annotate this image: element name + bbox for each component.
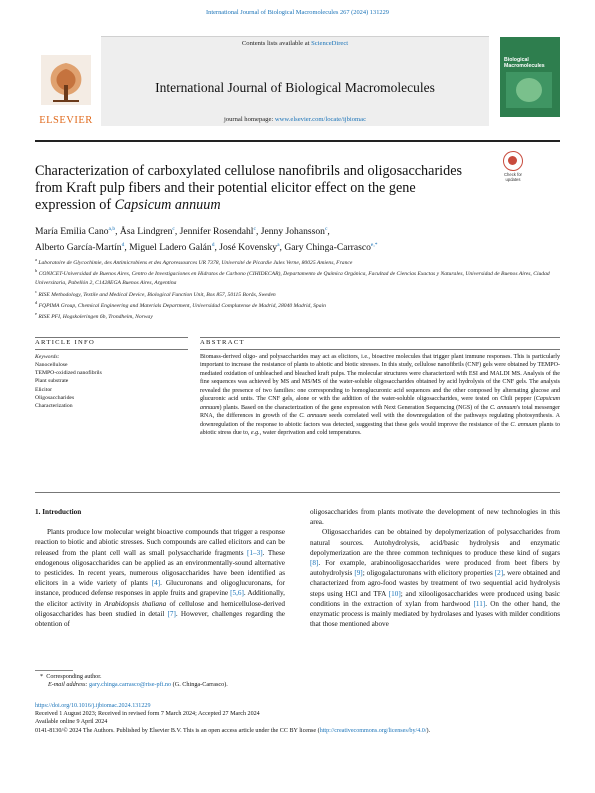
author-separator: , xyxy=(279,242,285,253)
affiliation-letter: d xyxy=(35,299,38,305)
author-separator: , xyxy=(115,226,120,237)
received-dates: Received 1 August 2023; Received in revised form 7 March 2024; Accepted 27 March 2024 xyxy=(35,711,260,718)
article-title xyxy=(35,163,465,215)
citation-link[interactable]: [2] xyxy=(494,569,504,578)
author-name[interactable]: Jennifer Rosendahl xyxy=(179,226,254,237)
author-name[interactable]: José Kovensky xyxy=(219,242,278,253)
check-updates-label: Check for updates xyxy=(504,172,522,182)
article-info-rule xyxy=(35,337,188,338)
footnote xyxy=(40,673,228,690)
author-list xyxy=(35,224,555,256)
author-name[interactable]: Miguel Ladero Galán xyxy=(129,242,212,253)
journal-citation-link[interactable]: International Journal of Biological Macromolecules 267 (2024) 131229 xyxy=(206,9,389,16)
author-affiliation-marker[interactable]: c xyxy=(253,225,256,232)
contents-prefix: Contents lists available at xyxy=(241,40,312,47)
affiliation-item xyxy=(35,299,560,310)
doi-link[interactable]: https://doi.org/10.1016/j.ijbiomac.2024.131229 xyxy=(35,703,151,709)
citation-link[interactable]: [11] xyxy=(473,599,486,608)
affiliations xyxy=(35,256,560,322)
elsevier-tree-icon xyxy=(41,55,91,105)
intro-paragraph-1: Plants produce low molecular weight bioactive compounds that trigger a response reaction to biotic and abiotic stresses. Such compounds are called elicitors and can be released from the plant cell wall as small polysaccharide fragments [1–3]. These endogenous oligosaccharides can be applied as an environmentally-sound alternative to pesticides. In recent years, numerous oligosaccharides have been identified as elicitors in a wide variety of plants [4]. Glucuronans and oligoglucuronans, for instance, produced defense responses in apple fruits and grapevine [5,6]. Additionally, the elicitor activity in Arabidopsis thaliana of cellulose and hemicellulose-derived oligosaccharides has been studied in detail [7]. However, challenges regarding the obtention of xyxy=(35,528,285,629)
affiliation-letter: b xyxy=(35,268,38,274)
affiliation-letter: e xyxy=(35,311,37,317)
journal-name: International Journal of Biological Macromolecules xyxy=(155,80,435,95)
introduction-heading: 1. Introduction xyxy=(35,508,82,516)
affiliation-text: FQPIMA Group, Chemical Engineering and Materials Department, Universidad Complutense de Madrid, 28040 Madrid, Spain xyxy=(38,302,326,309)
keywords-label: Keywords: xyxy=(35,354,60,360)
elsevier-logo[interactable] xyxy=(35,33,97,130)
abstract-rule xyxy=(200,337,560,338)
affiliation-item xyxy=(35,310,560,321)
abstract-text: Biomass-derived oligo- and polysaccharides may act as elicitors, i.e., bioactive molecules that trigger plant immune responses. This is particularly important to increase the resistance of plants to abiotic and biotic stresses. In this study, cellulose nanofibrils (CNF) gels were obtained by TEMPO-mediated oxidation of unbleached and bleached kraft pulps. The molecular structures were characterized with ESI and MALDI MS. Analysis of the fine sequences was achieved by MS and MS/MS of the water-soluble oligosaccharides obtained by acid hydrolysis of the CNF gels. The analysis revealed the presence of two families: one corresponding to homoglucuronic acid sequences and the other composed by alternating glucose and glucuronic acid units. The CNF gels, alone or with the addition of the water-soluble oligosaccharides, were tested on Chili pepper (Capsicum annuum) plants. Based on the characterization of the gene expression with Next Generation Sequencing (NGS) of the C. annuum's total messenger RNA, the differences in growth of the C. annuum seeds correlated well with the downregulation of the pathways regulating photosynthesis. A downregulation of the response to abiotic factors was detected, suggesting that these gels would improve the resistance of the C. annuum plants to abiotic stress due to, e.g., water deprivation and cold temperatures. xyxy=(200,354,561,437)
corresponding-author-note: * Corresponding author. xyxy=(40,673,102,680)
article-title-species: Capsicum annuum xyxy=(114,197,221,214)
journal-homepage-link[interactable]: www.elsevier.com/locate/ijbiomac xyxy=(274,116,367,123)
author-affiliation-marker[interactable]: d xyxy=(211,241,215,248)
author-separator: , xyxy=(327,226,330,237)
author-name[interactable]: Åsa Lindgren xyxy=(119,226,173,237)
author-affiliation-marker[interactable]: e,* xyxy=(370,241,378,248)
footnote-rule xyxy=(35,670,73,671)
author-email-link[interactable]: gary.chinga.carrasco@rise-pfi.no xyxy=(89,681,172,689)
author-name[interactable]: Alberto García-Martín xyxy=(35,242,122,253)
abstract-heading: ABSTRACT xyxy=(200,339,245,346)
check-updates-icon xyxy=(503,151,523,171)
contents-line xyxy=(101,40,489,47)
abstract-bottom-rule xyxy=(35,492,560,493)
citation-link[interactable]: [4] xyxy=(151,579,161,588)
affiliation-text: RISE Methodology, Textile and Medical Device, Biological Function Unit, Box 857, 50115 Borås, Sweden xyxy=(38,291,276,298)
journal-banner xyxy=(101,36,489,126)
author-name[interactable]: María Emilia Cano xyxy=(35,226,109,237)
affiliation-text: CONICET-Universidad de Buenos Aires, Centro de Investigaciones en Hidratos de Carbono (CIHIDECAR), Departamento de Química Orgánica, Facultad de Ciencias Exactas y Naturales, Universidad de Buenos Aires, Ciudad Universitaria, Pabellón 2, C1428EGA Buenos Aires, Argentina xyxy=(35,271,550,286)
affiliation-item xyxy=(35,288,560,299)
license-link[interactable]: http://creativecommons.org/licenses/by/4.0/ xyxy=(319,727,427,734)
cover-title: Biological Macromolecules xyxy=(504,57,545,69)
homepage-line xyxy=(101,116,489,123)
article-history xyxy=(35,702,560,735)
author-affiliation-marker[interactable]: a xyxy=(277,241,280,248)
elsevier-wordmark: ELSEVIER xyxy=(39,115,93,126)
intro-paragraph-2: Oligosaccharides can be obtained by depolymerization of polysaccharides from natural sources. Autohydrolysis, acid/basic hydrolysis and enzymatic depolymerization are the three common techniques to produce these kind of sugars [8]. For example, arabinooligosaccharides were produced from beet fibers by autohydrolysis [9]; oligogalacturonans with elicitory properties [2], were obtained and characterized from agro-food wastes by treatment of two sequential acid hydrolysis steps using HCl and TFA [10]; and xilooligosaccharides were produced using basic conditions in the extraction of xylan from hardwood [11]. On the other hand, the enzymatic process is mainly mediated by hydrolases and lyases with milder conditions that those mentioned above xyxy=(310,528,561,629)
citation-link[interactable]: [7] xyxy=(167,609,176,618)
citation-link[interactable]: [9] xyxy=(354,569,363,578)
article-title-text: Characterization of carboxylated cellulose nanofibrils and oligosaccharides from Kraft pulp fibers and their potential elicitor effect on the gene expression of xyxy=(35,163,463,214)
affiliation-letter: a xyxy=(35,257,37,262)
intro-paragraph-1-continued: oligosaccharides from plants motivate the development of new technologies in this area. xyxy=(310,508,560,527)
citation-link[interactable]: [8] xyxy=(310,559,319,568)
keyword-item: Plant substrate xyxy=(35,378,69,385)
author-affiliation-marker[interactable]: c xyxy=(172,225,175,232)
author-affiliation-marker[interactable]: a,b xyxy=(108,225,116,232)
author-separator: , xyxy=(255,226,261,237)
check-for-updates-button[interactable] xyxy=(498,151,528,185)
article-info-rule-bottom xyxy=(35,349,188,350)
affiliation-letter: c xyxy=(35,288,37,294)
citation-link[interactable]: [5,6] xyxy=(230,589,244,598)
keyword-item: Nanocellulose xyxy=(35,362,68,368)
author-separator: , xyxy=(214,242,220,253)
email-line: E-mail address: gary.chinga.carrasco@rise-pfi.no (G. Chinga-Carrasco). xyxy=(48,681,228,689)
affiliation-text: Laboratoire de Glycochimie, des Antimicrobiens et des Agroressources UR 7378, Université de Picardie Jules Verne, 80025 Amiens, France xyxy=(38,259,353,266)
available-online: Available online 9 April 2024 xyxy=(35,719,108,726)
author-separator: , xyxy=(174,226,180,237)
keyword-item: Oligosaccharides xyxy=(35,394,75,401)
article-info-heading: ARTICLE INFO xyxy=(35,339,96,346)
keyword-item: TEMPO-oxidized nanofibrils xyxy=(35,370,102,377)
affiliation-item xyxy=(35,256,560,267)
author-name[interactable]: Jenny Johansson xyxy=(260,226,325,237)
license-line: 0141-8130/© 2024 The Authors. Published by Elsevier B.V. This is an open access article under the CC BY license (http://creativecommons.org/licenses/by/4.0/). xyxy=(35,727,431,734)
body-column-left xyxy=(35,507,285,629)
keywords-list xyxy=(35,361,102,410)
sciencedirect-link[interactable]: ScienceDirect xyxy=(311,40,349,47)
affiliation-item xyxy=(35,267,560,287)
homepage-prefix: journal homepage: xyxy=(223,116,275,123)
cover-image xyxy=(506,72,552,108)
abstract-rule-bottom xyxy=(200,349,560,350)
keyword-item: Elicitor xyxy=(35,386,53,393)
author-separator: , xyxy=(124,242,130,253)
keyword-item: Characterization xyxy=(35,403,73,410)
author-affiliation-marker[interactable]: c xyxy=(324,225,328,232)
masthead-divider xyxy=(35,140,560,142)
masthead xyxy=(35,33,560,130)
citation-link[interactable]: [10] xyxy=(388,589,401,598)
author-name[interactable]: Gary Chinga-Carrasco xyxy=(284,242,371,253)
author-affiliation-marker[interactable]: d xyxy=(121,241,125,248)
affiliation-text: RISE PFI, Hogskoleringen 6b, Trondheim, Norway xyxy=(38,314,153,321)
journal-cover-thumbnail[interactable] xyxy=(500,37,560,117)
citation-link[interactable]: [1–3] xyxy=(247,548,263,557)
body-column-right xyxy=(310,507,560,629)
